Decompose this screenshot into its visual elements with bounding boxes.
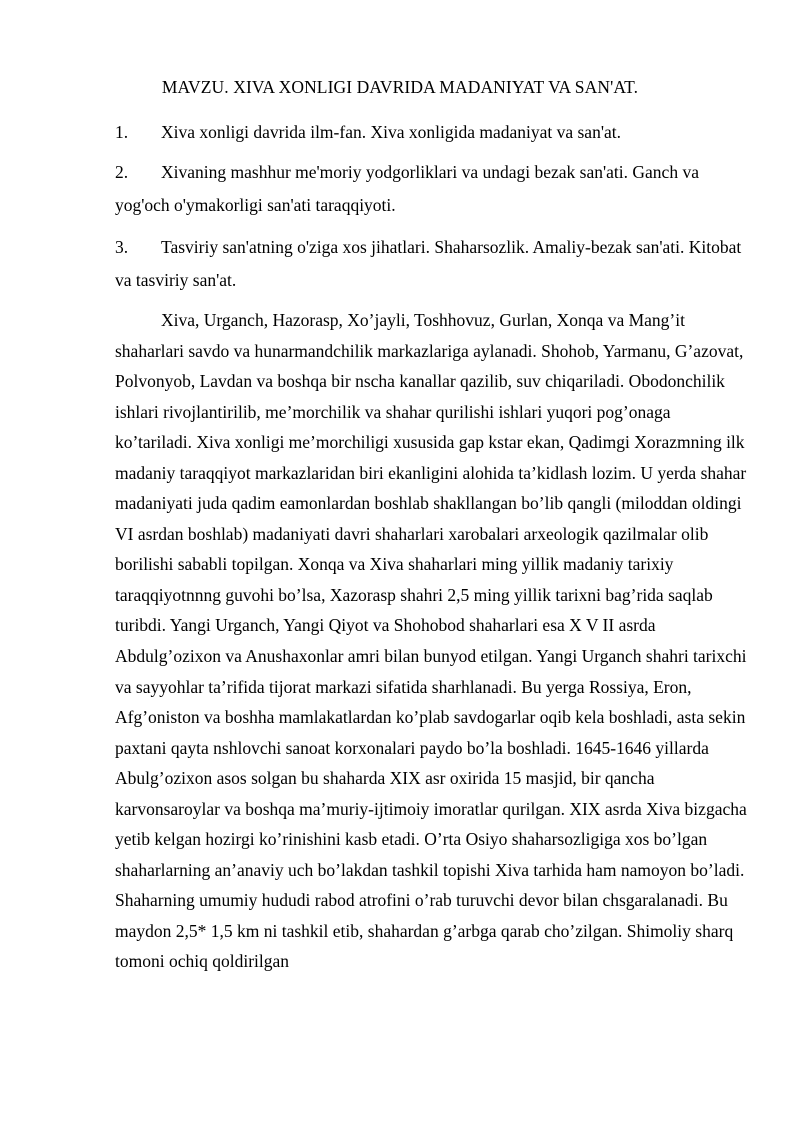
- list-item-number: 1.: [115, 122, 129, 142]
- list-item-text: Tasviriy san'atning o'ziga xos jihatlari. Shaharsozlik. Amaliy-bezak san'ati. Kitobat va tasviriy san'at.: [115, 237, 742, 290]
- list-item: [115, 156, 745, 222]
- list-item-text: Xivaning mashhur me'moriy yodgorliklari va undagi bezak san'ati. Ganch va yog'och o'ymakorligi san'ati taraqqiyoti.: [115, 162, 699, 215]
- list-item-number: 2.: [115, 162, 129, 182]
- document-title: MAVZU. XIVA XONLIGI DAVRIDA MADANIYAT VA SAN'AT.: [161, 77, 639, 97]
- body-paragraph: Xiva, Urganch, Hazorasp, Xo’jayli, Toshhovuz, Gurlan, Xonqa va Mang’it shaharlari savdo va hunarmandchilik markazlariga aylanadi. Shohob, Yarmanu, G’azovat, Polvonyob, Lavdan va boshqa bir nscha kanallar qazilib, suv chiqariladi. Obodonchilik ishlari rivojlantirilib, me’morchilik va shahar qurilishi ishlari yuqori pog’onaga ko’tariladi. Xiva xonligi me’morchiligi xususida gap kstar ekan, Qadimgi Xorazmning ilk madaniy taraqqiyot markazlaridan biri ekanligini alohida ta’kidlash lozim. U yerda shahar madaniyati juda qadim eamonlardan boshlab shakllangan bo’lib qangli (miloddan oldingi VI asrdan boshlab) madaniyati davri shaharlari xarobalari arxeologik qazilmalar olib borilishi sababli topilgan. Xonqa va Xiva shaharlari ming yillik madaniy tarixiy taraqqiyotnnng guvohi bo’lsa, Xazorasp shahri 2,5 ming yillik tarixni bag’rida saqlab turibdi. Yangi Urganch, Yangi Qiyot va Shohobod shaharlari esa X V II asrda Abdulg’ozixon va Anushaxonlar amri bilan bunyod etilgan. Yangi Urganch shahri tarixchi va sayyohlar ta’rifida tijorat markazi sifatida sharhlanadi. Bu yerga Rossiya, Eron, Afg’oniston va boshha mamlakatlardan ko’plab savdogarlar oqib kela boshladi, asta sekin paxtani qayta nshlovchi sanoat korxonalari paydo bo’la boshladi. 1645-1646 yillarda Abulg’ozixon asos solgan bu shaharda XIX asr oxirida 15 masjid, bir qancha karvonsaroylar va boshqa ma’muriy-ijtimoiy imoratlar qurilgan. XIX asrda Xiva bizgacha yetib kelgan hozirgi ko’rinishini kasb etadi. O’rta Osiyo shaharsozligiga xos bo’lgan shaharlarning an’anaviy uch bo’lakdan tashkil topishi Xiva tarhida ham namoyon bo’ladi. Shaharning umumiy hududi rabod atrofini o’rab turuvchi devor bilan chsgaralanadi. Bu maydon 2,5* 1,5 km ni tashkil etib, shahardan g’arbga qarab cho’zilgan. Shimoliy sharq tomoni ochiq qoldirilgan: [115, 310, 747, 972]
- list-item-text: Xiva xonligi davrida ilm-fan. Xiva xonligida madaniyat va san'at.: [161, 122, 621, 142]
- list-item: [115, 231, 745, 297]
- list-item-number: 3.: [115, 237, 129, 257]
- list-item: [115, 116, 745, 149]
